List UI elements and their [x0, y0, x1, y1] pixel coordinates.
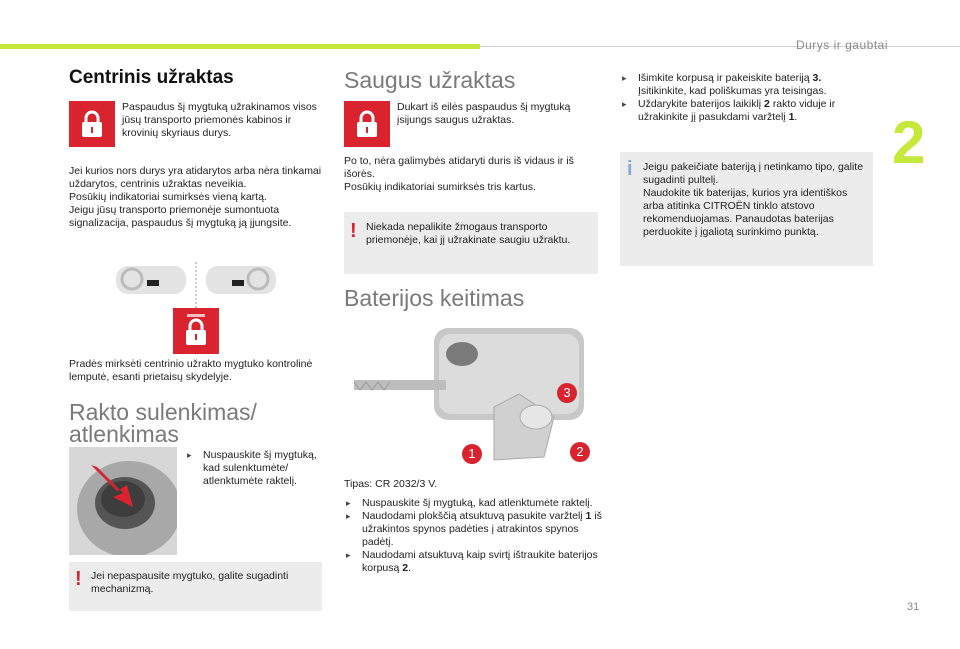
- battery-step: ▸ Naudodami plokščią atsuktuvą pasukite varžtelį 1 iš užrakintos spynos padėties į atrakintos spynos padėtį.: [344, 510, 604, 549]
- battery-step: ▸ Naudodami atsuktuvą kaip svirtį ištraukite baterijos korpusą 2.: [344, 549, 604, 575]
- secure-lock-text: Po to, nėra galimybės atidaryti duris iš vidaus ir iš išorės. Posūkių indikatoriai sumirksės tris kartus.: [344, 155, 574, 193]
- header-rule: [480, 46, 960, 47]
- warning-icon: !: [350, 220, 357, 242]
- battery-title: Baterijos keitimas: [344, 285, 525, 311]
- fold-bullet: ▸ Nuspauskite šį mygtuką, kad sulenktumėte/ atlenktumėte raktelį.: [185, 449, 325, 488]
- fold-section-title: Rakto sulenkimas/ atlenkimas: [69, 399, 257, 447]
- info-icon: i: [627, 158, 633, 180]
- header-accent-bar: [0, 44, 480, 49]
- warning-icon: !: [75, 568, 82, 590]
- battery-step: ▸ Uždarykite baterijos laikiklį 2 rakto viduje ir užrakinkite jį pasukdami varžtelį 1.: [620, 98, 855, 124]
- callout-1: 1: [462, 444, 482, 464]
- warning-light-text: Pradės mirksėti centrinio užrakto mygtuko kontrolinė lemputė, esanti prietaisų skydelyje.: [69, 358, 313, 383]
- secure-lock-desc: Dukart iš eilės paspaudus šį mygtuką įsijungs saugus užraktas.: [397, 101, 571, 126]
- secure-lock-title: Saugus užraktas: [344, 67, 516, 93]
- fold-warning-box: [69, 562, 322, 611]
- dashboard-lock-icon: [173, 308, 219, 354]
- central-lock-text: Jei kurios nors durys yra atidarytos arba nėra tinkamai uždarytos, centrinis užraktas neveikia. Posūkių indikatoriai sumirksės vieną kartą. Jeigu jūsų transporto priemonėje sumontuota signalizacija, paspaudus šį mygtuką ją įjungsite.: [69, 165, 322, 229]
- battery-step: ▸ Išimkite korpusą ir pakeiskite bateriją 3. Įsitikinkite, kad poliškumas yra teisingas.: [620, 72, 855, 98]
- battery-steps: [344, 497, 604, 575]
- battery-type: Tipas: CR 2032/3 V.: [344, 478, 438, 490]
- battery-info-text: Jeigu pakeičiate bateriją į netinkamo tipo, galite sugadinti pultelį. Naudokite tik baterijas, kurios yra identiškos arba atitinka CITROËN tinklo atstovo rekomenduojamas. Panaudotas baterijas perduokite į įgaliotą surinkimo punktą.: [643, 161, 864, 238]
- chapter-number: 2: [892, 109, 926, 176]
- battery-steps-continued: [620, 72, 855, 124]
- callout-2: 2: [570, 442, 590, 462]
- dashboard-illustration: [116, 262, 276, 298]
- page-number: 31: [907, 601, 920, 613]
- battery-step: ▸ Nuspauskite šį mygtuką, kad atlenktumėte raktelį.: [344, 497, 604, 510]
- secure-lock-icon: [344, 101, 390, 147]
- secure-lock-warning-box: [344, 212, 598, 274]
- key-fold-button-illustration: [69, 447, 177, 555]
- battery-info-box: [620, 152, 873, 266]
- fold-instruction: [185, 449, 325, 488]
- chapter-title: Durys ir gaubtai: [795, 38, 888, 52]
- central-lock-title: Centrinis užraktas: [69, 67, 234, 88]
- lock-icon: [69, 101, 115, 147]
- secure-lock-warning-text: Niekada nepalikite žmogaus transporto priemonėje, kai jį užrakinate saugiu užraktu.: [366, 221, 571, 246]
- central-lock-desc: Paspaudus šį mygtuką užrakinamos visos jūsų transporto priemonės kabinos ir krovinių skyriaus durys.: [122, 101, 317, 139]
- callout-3: 3: [557, 383, 577, 403]
- fold-warning-text: Jei nepaspausite mygtuko, galite sugadinti mechanizmą.: [91, 570, 289, 595]
